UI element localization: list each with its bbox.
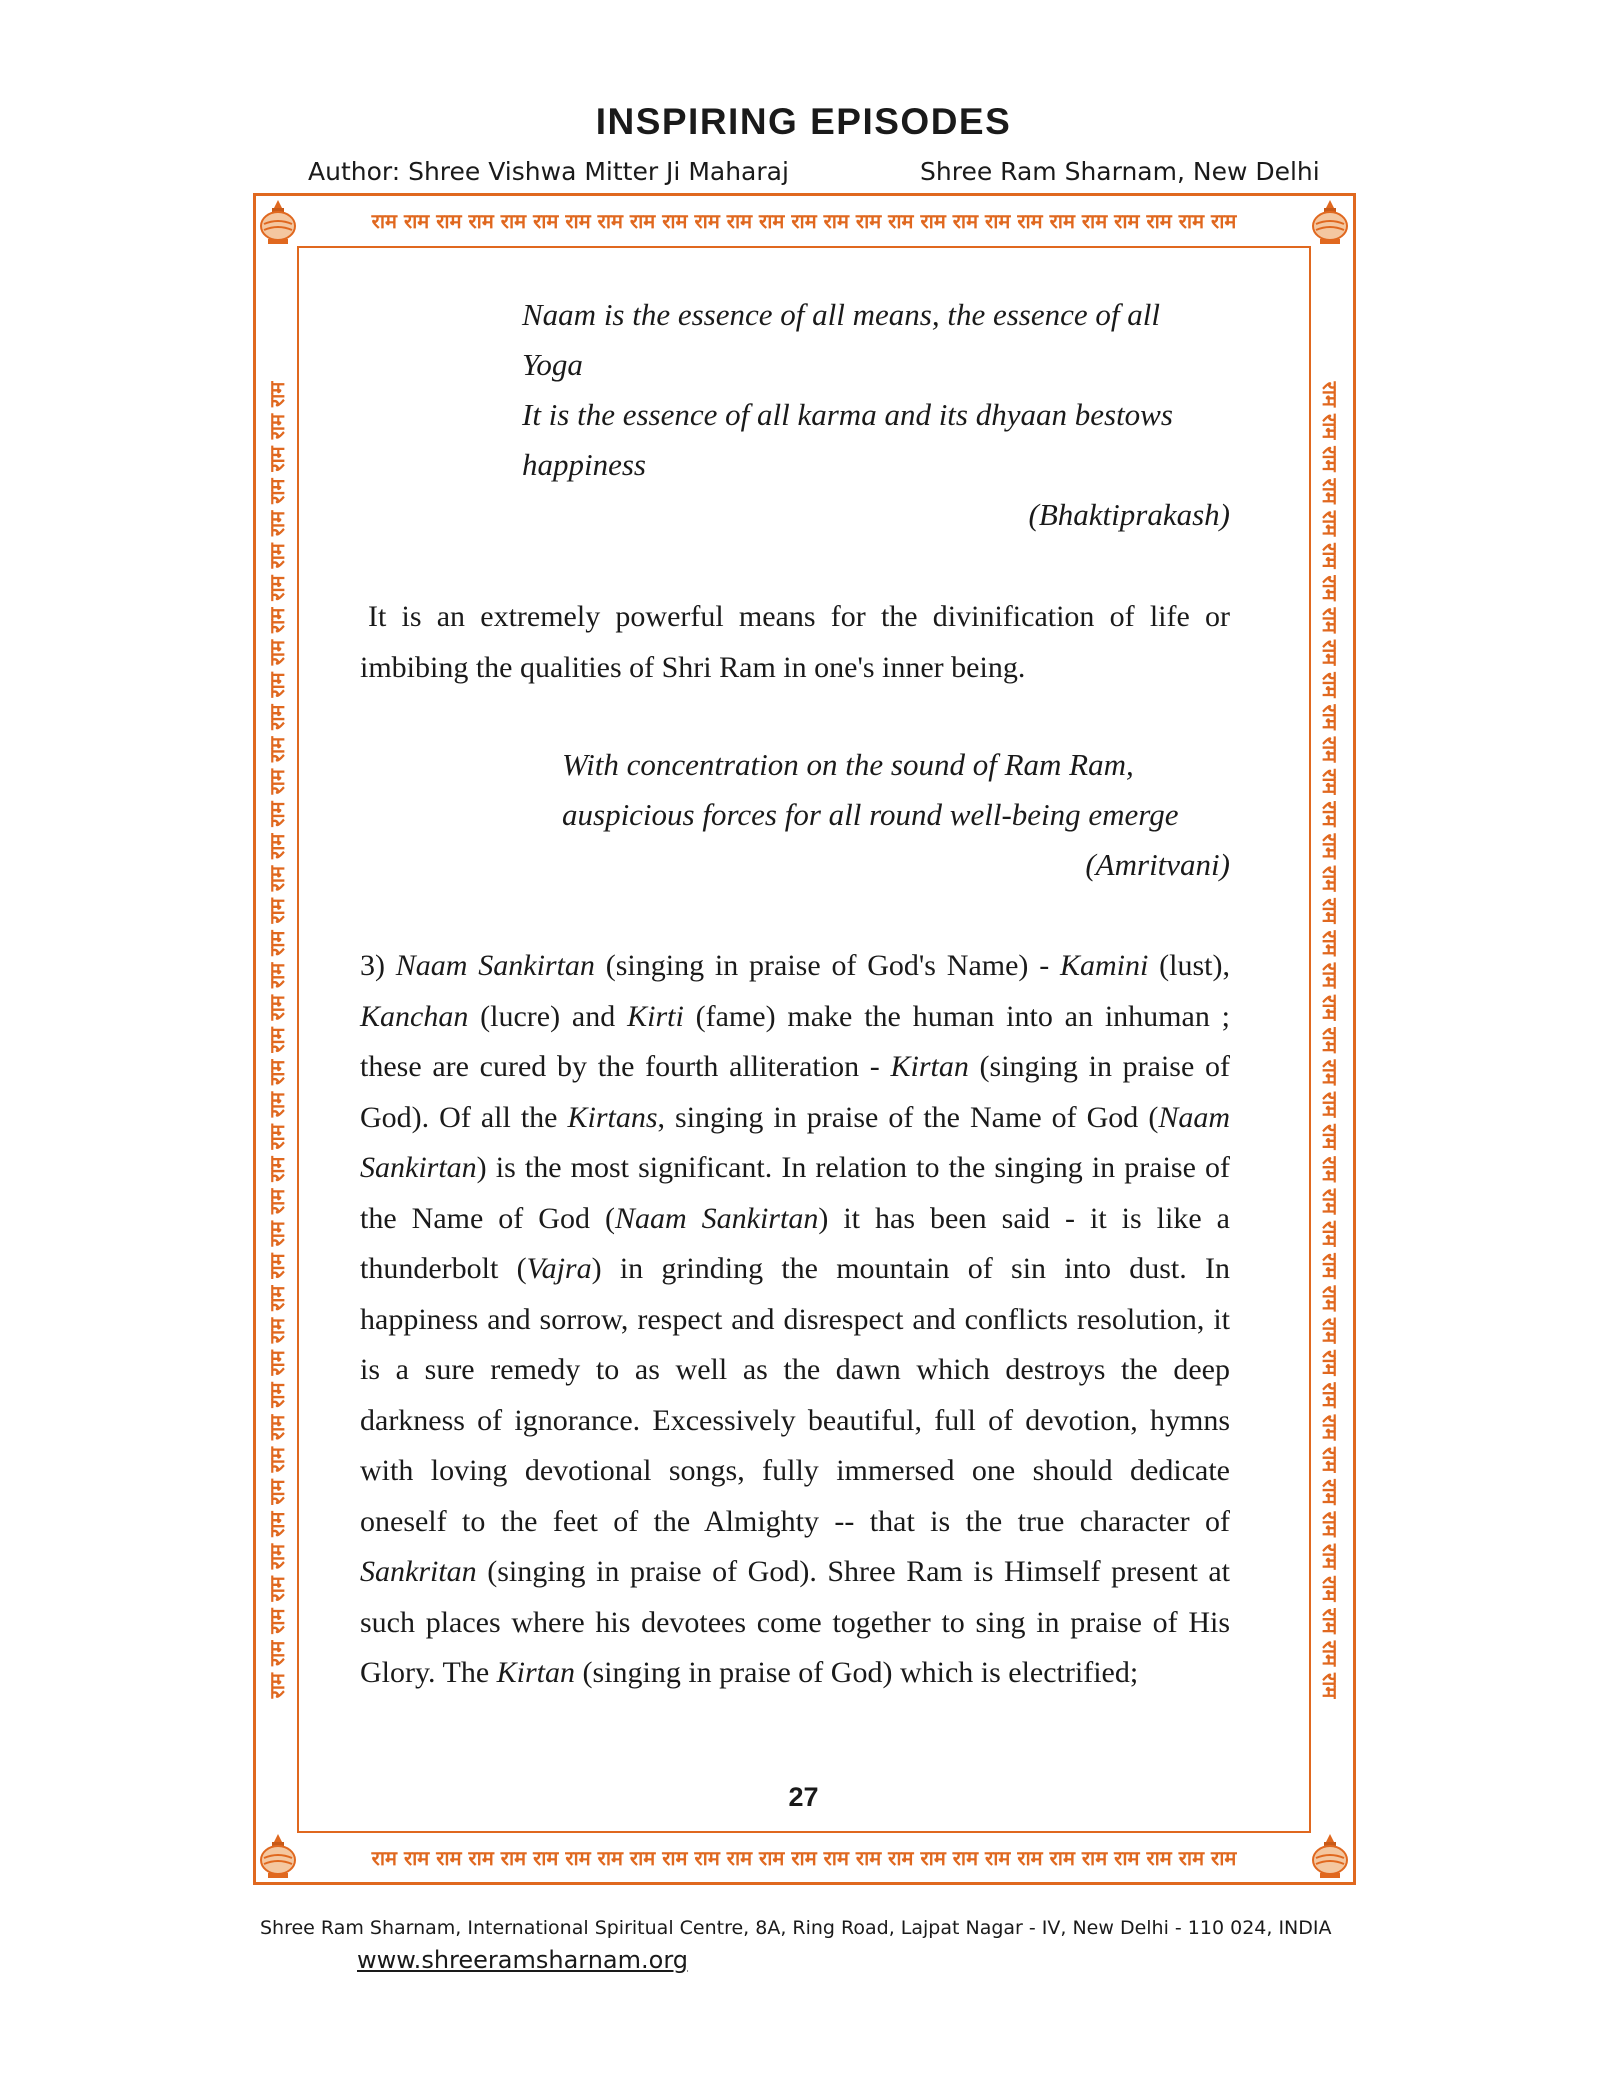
- kalash-ornament-icon: [1308, 198, 1352, 246]
- verse-line: With concentration on the sound of Ram Ram,: [562, 747, 1134, 782]
- footer-address: Shree Ram Sharnam, International Spiritual Centre, 8A, Ring Road, Lajpat Nagar - IV, New Delhi - 110 024, INDIA: [260, 1917, 1332, 1939]
- verse-amritvani: [562, 740, 1230, 840]
- page-title: INSPIRING EPISODES: [595, 101, 1012, 142]
- kalash-ornament-icon: [1308, 1832, 1352, 1880]
- verse-line: auspicious forces for all round well-being emerge: [562, 797, 1179, 832]
- footer-website-link[interactable]: www.shreeramsharnam.org: [357, 1946, 689, 1974]
- kalash-ornament-icon: [256, 198, 300, 246]
- paragraph-naam-sankirtan: 3) Naam Sankirtan (singing in praise of God's Name) - Kamini (lust), Kanchan (lucre) and Kirti (fame) make the human into an inhuman ; these are cured by the fourth alliteration - Kirtan (singing in praise of God). Of all the Kirtans, singing in praise of the Name of God (Naam Sankirtan) is the most significant. In relation to the singing in praise of the Name of God (Naam Sankirtan) it has been said - it is like a thunderbolt (Vajra) in grinding the mountain of sin into dust. In happiness and sorrow, respect and disrespect and conflicts resolution, it is a sure remedy to as well as the dawn which destroys the deep darkness of ignorance. Excessively beautiful, full of devotion, hymns with loving devotional songs, fully immersed one should dedicate oneself to the feet of the Almighty -- that is the true character of Sankritan (singing in praise of God). Shree Ram is Himself present at such places where his devotees come together to sing in praise of His Glory. The Kirtan (singing in praise of God) which is electrified;: [360, 949, 1230, 1689]
- border-text-right: [1310, 270, 1350, 1810]
- paragraph-intro: It is an extremely powerful means for the divinification of life or imbibing the qualities of Shri Ram in one's inner being.: [360, 600, 1230, 684]
- border-text-top: राम राम राम राम राम राम राम राम राम राम राम राम राम राम राम राम राम राम राम राम राम राम राम राम राम राम राम: [371, 209, 1237, 233]
- page-number: 27: [788, 1782, 819, 1812]
- verse-line: Naam is the essence of all means, the essence of all: [522, 297, 1160, 332]
- border-text-bottom: राम राम राम राम राम राम राम राम राम राम राम राम राम राम राम राम राम राम राम राम राम राम राम राम राम राम राम: [371, 1846, 1237, 1870]
- kalash-ornament-icon: [256, 1832, 300, 1880]
- verse-line: It is the essence of all karma and its dhyaan bestows: [522, 397, 1173, 432]
- verse-line: happiness: [522, 447, 646, 482]
- border-text-left-label: राम राम राम राम राम राम राम राम राम राम राम राम राम राम राम राम राम राम राम राम राम राम राम राम राम राम राम राम राम राम राम राम राम राम राम राम राम राम राम राम राम: [265, 381, 289, 1699]
- verse-source: (Bhaktiprakash): [1028, 497, 1230, 532]
- border-text-left: [257, 270, 297, 1810]
- border-text-right-label: राम राम राम राम राम राम राम राम राम राम राम राम राम राम राम राम राम राम राम राम राम राम राम राम राम राम राम राम राम राम राम राम राम राम राम राम राम राम राम राम राम: [1318, 381, 1342, 1699]
- verse-source: (Amritvani): [1085, 847, 1230, 882]
- organization-line: Shree Ram Sharnam, New Delhi: [920, 157, 1320, 186]
- author-line: Author: Shree Vishwa Mitter Ji Maharaj: [308, 157, 789, 186]
- verse-line: Yoga: [522, 347, 583, 382]
- verse-bhaktiprakash: [522, 290, 1230, 490]
